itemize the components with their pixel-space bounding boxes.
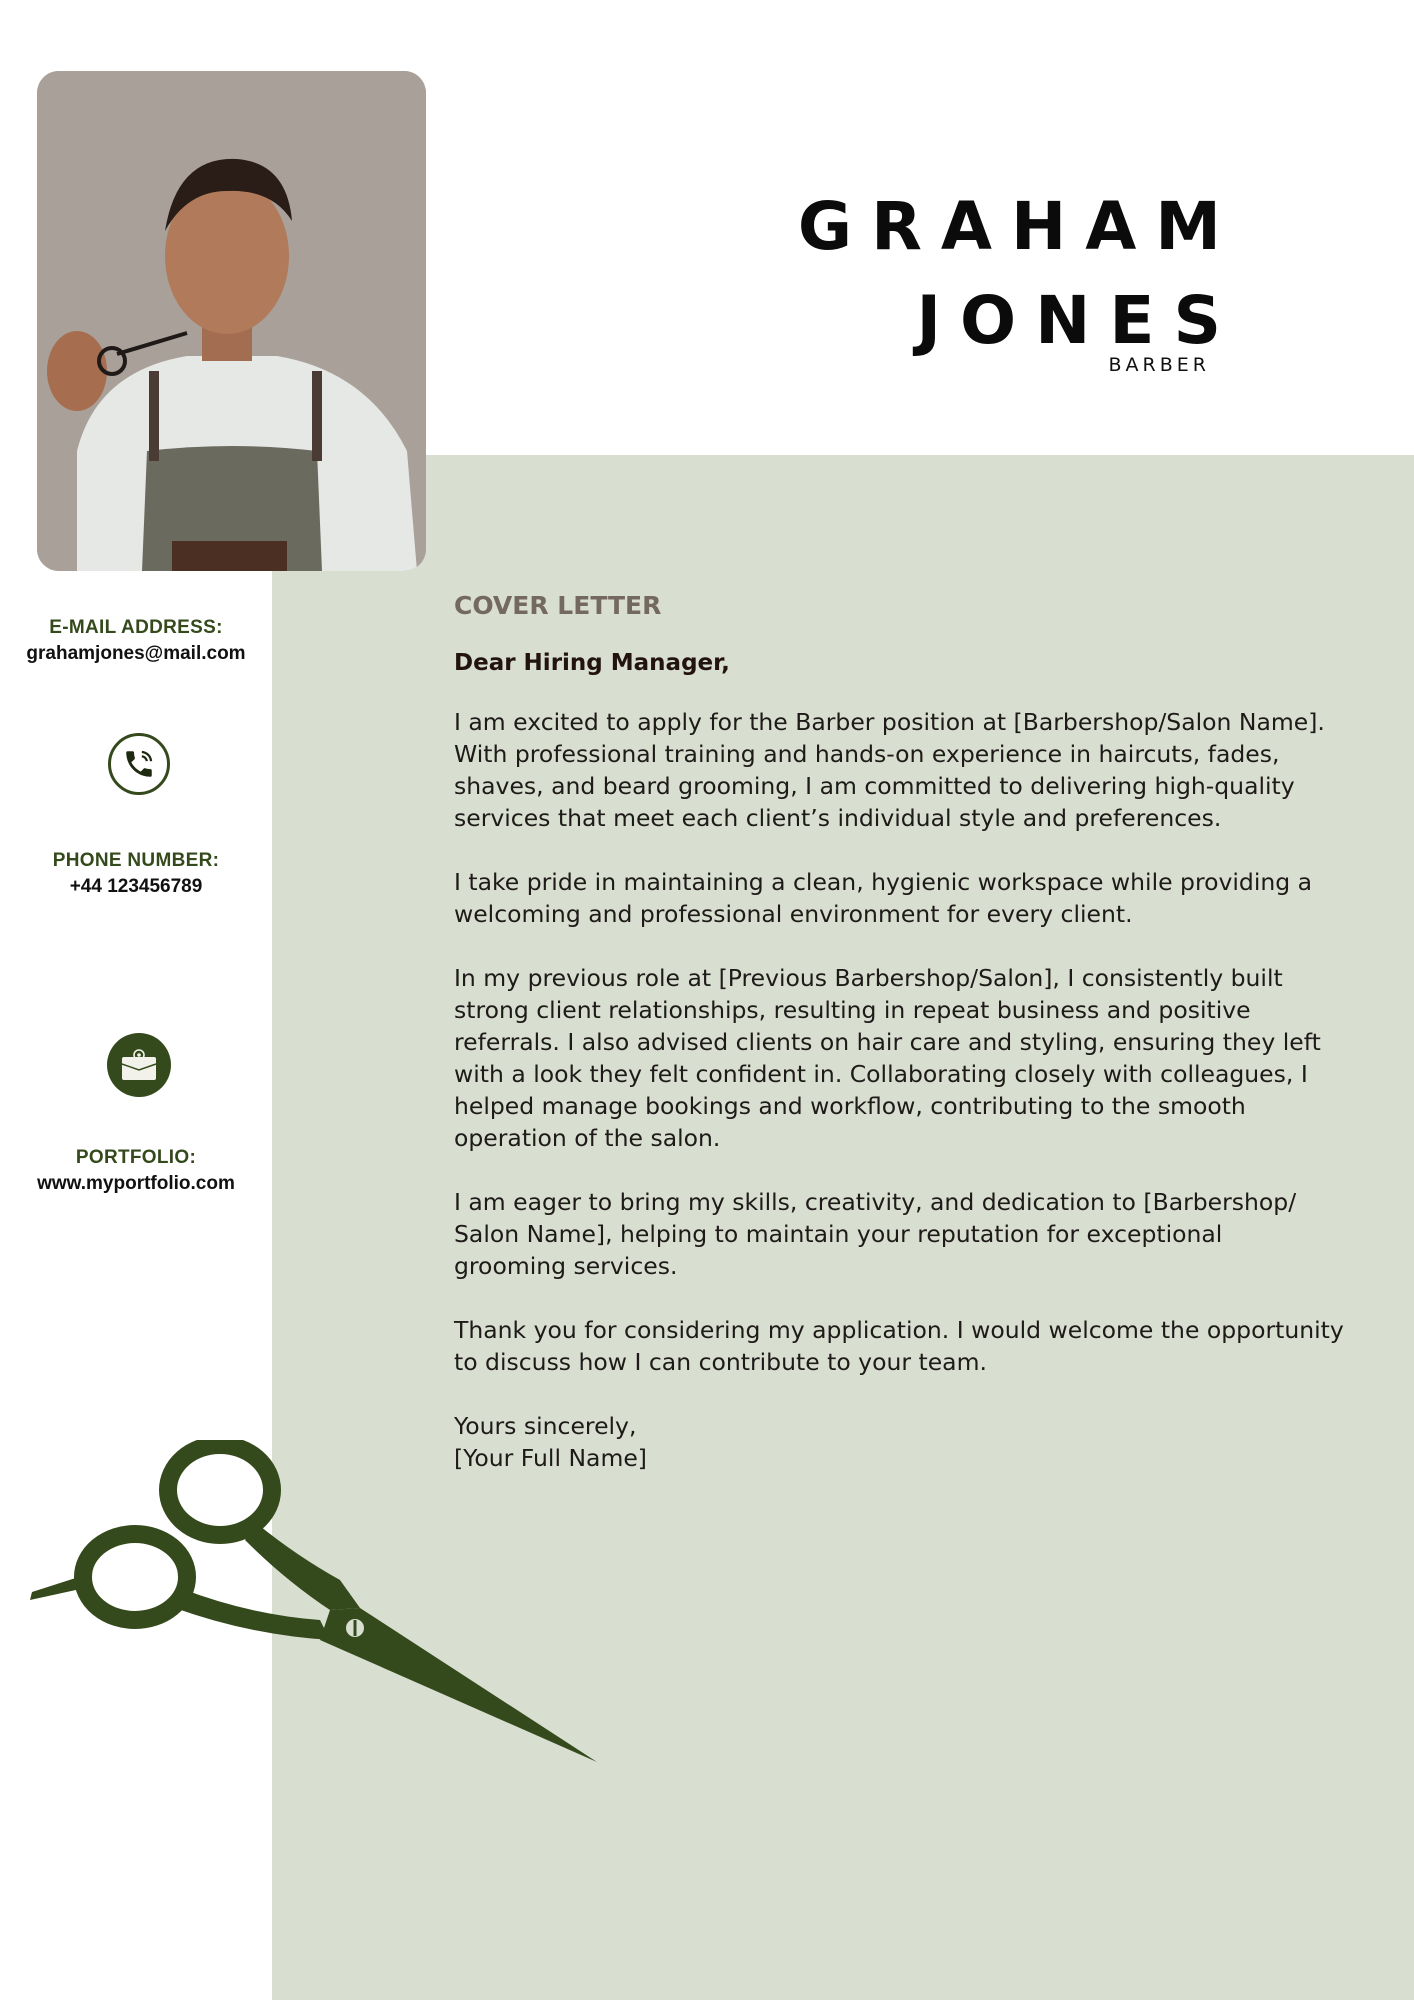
portfolio-label: PORTFOLIO: xyxy=(75,1147,197,1168)
phone-value[interactable]: +44 123456789 xyxy=(69,876,203,897)
first-name: GRAHAM xyxy=(797,188,1240,265)
last-name: JONES xyxy=(916,282,1240,359)
letter-paragraph: I am eager to bring my skills, creativity, and dedication to [Barbershop/ Salon Name], helping to maintain your reputation for exceptional grooming services. xyxy=(454,1188,1297,1280)
full-name xyxy=(798,180,1240,368)
job-title: BARBER xyxy=(1108,354,1210,376)
portfolio-icon xyxy=(107,1033,171,1097)
salutation: Dear Hiring Manager, xyxy=(454,650,730,676)
signoff: Yours sincerely, [Your Full Name] xyxy=(454,1412,647,1472)
phone-label: PHONE NUMBER: xyxy=(52,850,220,871)
profile-photo xyxy=(37,71,426,571)
letter-body xyxy=(454,706,1354,1506)
letter-paragraph: In my previous role at [Previous Barbershop/Salon], I consistently built strong client relationships, resulting in repeat business and positive referrals. I also advised clients on hair care and styling, ensuring they left with a look they felt confident in. Collaborating closely with colleagues, I helped manage bookings and workflow, contributing to the smooth operation of the salon. xyxy=(454,964,1321,1152)
scissors-icon xyxy=(30,1440,600,1770)
email-value[interactable]: grahamjones@mail.com xyxy=(26,643,246,664)
email-label: E-MAIL ADDRESS: xyxy=(49,617,223,638)
letter-paragraph: I take pride in maintaining a clean, hygienic workspace while providing a welcoming and professional environment for every client. xyxy=(454,868,1313,928)
portfolio-value[interactable]: www.myportfolio.com xyxy=(37,1173,235,1194)
letter-paragraph: I am excited to apply for the Barber position at [Barbershop/Salon Name]. With professional training and hands-on experience in haircuts, fades, shaves, and beard grooming, I am committed to delivering high-quality services that meet each client’s individual style and preferences. xyxy=(454,708,1325,832)
letter-paragraph: Thank you for considering my application. I would welcome the opportunity to discuss how I can contribute to your team. xyxy=(454,1316,1344,1376)
phone-icon xyxy=(108,733,170,795)
letter-title: COVER LETTER xyxy=(454,591,662,620)
